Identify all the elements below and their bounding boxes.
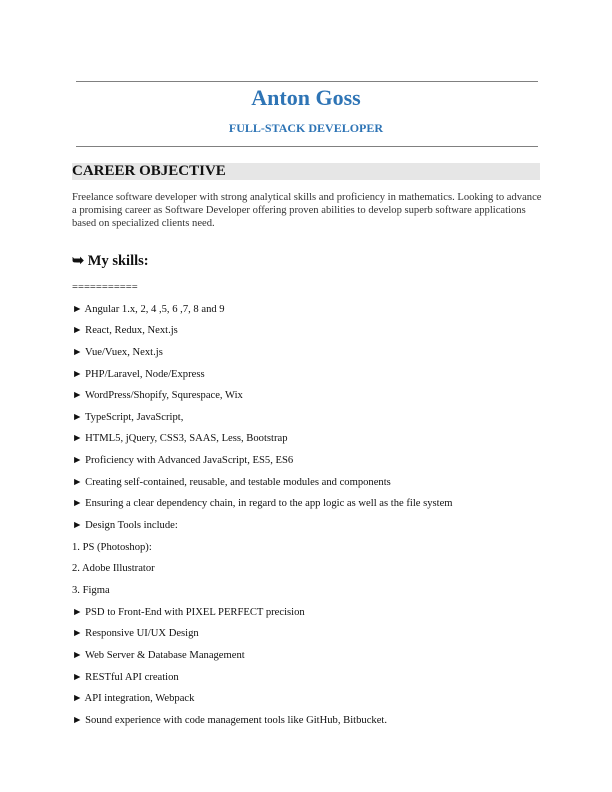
skill-item: ► React, Redux, Next.js [72,325,178,337]
skill-item: ► Proficiency with Advanced JavaScript, ES5, ES6 [72,455,294,467]
skill-item: ► Ensuring a clear dependency chain, in regard to the app logic as well as the file system [72,498,453,510]
top-divider [76,81,538,82]
skills-list [72,281,453,735]
skill-item: ► TypeScript, JavaScript, [72,411,184,423]
skill-item: 2. Adobe Illustrator [72,563,155,575]
skill-item: 1. PS (Photoshop): [72,541,152,553]
skills-heading: ➥ My skills: [72,253,149,269]
career-objective-heading: CAREER OBJECTIVE [72,163,540,180]
job-title: FULL-STACK DEVELOPER [228,121,384,135]
skill-item: ► Vue/Vuex, Next.js [72,346,163,358]
skill-item: ► HTML5, jQuery, CSS3, SAAS, Less, Bootstrap [72,433,288,445]
skill-item: ► Web Server & Database Management [72,649,245,661]
skill-item: ► PHP/Laravel, Node/Express [72,368,205,380]
skill-item: ► WordPress/Shopify, Squrespace, Wix [72,390,243,402]
header-divider [76,146,538,147]
candidate-name: Anton Goss [251,85,361,110]
skill-item: ► RESTful API creation [72,671,179,683]
skill-item: 3. Figma [72,584,110,596]
skill-item: ► Creating self-contained, reusable, and testable modules and components [72,476,391,488]
career-objective-text: Freelance software developer with strong analytical skills and proficiency in mathematics. Looking to advance a promising career as Software Developer offering proven abilities to develop superb software applications based on specialized clients need. [72,192,542,229]
skills-separator: =========== [72,282,138,293]
skill-item: ► PSD to Front-End with PIXEL PERFECT precision [72,606,305,618]
skill-item: ► API integration, Webpack [72,693,195,705]
skill-item: ► Angular 1.x, 2, 4 ,5, 6 ,7, 8 and 9 [72,303,225,315]
skill-item: ► Design Tools include: [72,520,178,532]
skill-item: ► Responsive UI/UX Design [72,628,199,640]
skill-item: ► Sound experience with code management tools like GitHub, Bitbucket. [72,714,387,726]
